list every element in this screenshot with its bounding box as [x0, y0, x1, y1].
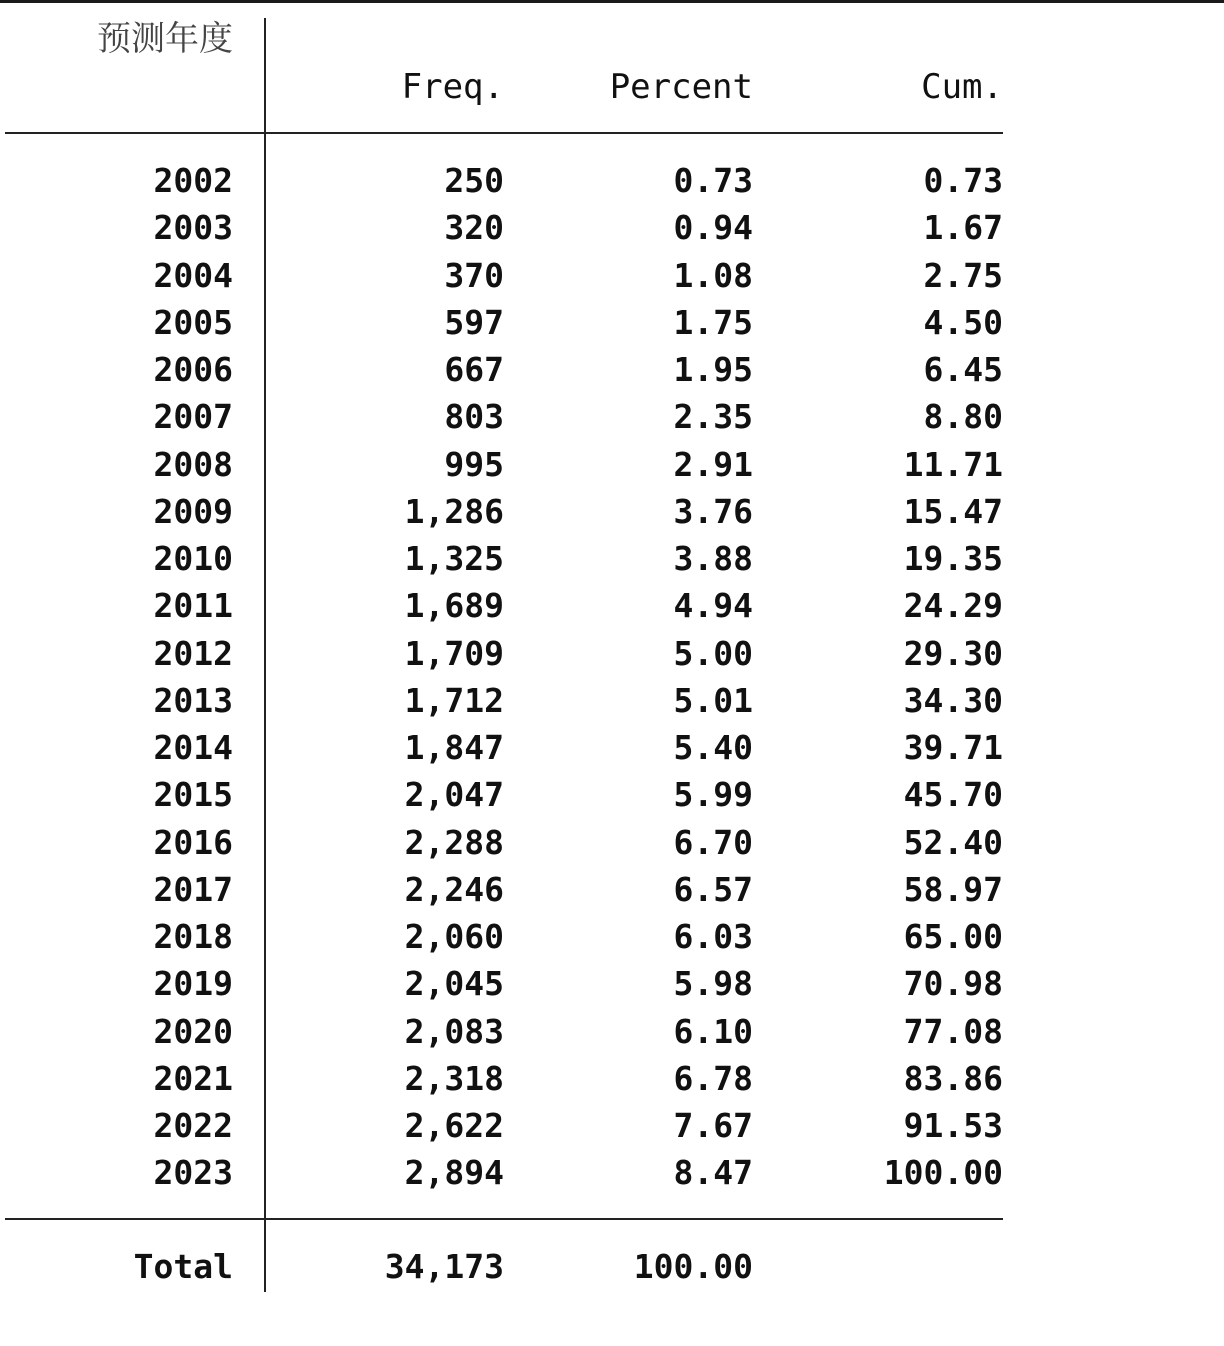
cell-cum: 70.98 [903, 964, 1003, 1003]
cell-year: 2007 [153, 397, 233, 436]
cell-percent: 6.03 [673, 917, 753, 956]
cell-cum: 15.47 [903, 492, 1003, 531]
cell-freq: 667 [444, 350, 504, 389]
cell-year: 2021 [153, 1059, 233, 1098]
cell-year: 2010 [153, 539, 233, 578]
cell-freq: 2,318 [404, 1059, 504, 1098]
cell-freq: 2,894 [404, 1153, 504, 1192]
cell-percent: 0.94 [673, 208, 753, 247]
cell-cum: 2.75 [923, 256, 1003, 295]
cell-freq: 320 [444, 208, 504, 247]
cell-year: 2011 [153, 586, 233, 625]
cell-year: 2009 [153, 492, 233, 531]
cell-freq: 1,847 [404, 728, 504, 767]
cell-freq: 250 [444, 161, 504, 200]
cell-cum: 77.08 [903, 1012, 1003, 1051]
cell-percent: 5.01 [673, 681, 753, 720]
cell-freq: 1,709 [404, 634, 504, 673]
cell-percent: 1.75 [673, 303, 753, 342]
cell-year: 2018 [153, 917, 233, 956]
column-divider [264, 18, 266, 133]
cell-freq: 995 [444, 445, 504, 484]
cell-year: 2003 [153, 208, 233, 247]
header-cum: Cum. [921, 67, 1003, 107]
cell-year: 2023 [153, 1153, 233, 1192]
cell-year: 2012 [153, 634, 233, 673]
cell-percent: 1.08 [673, 256, 753, 295]
cell-freq: 370 [444, 256, 504, 295]
header-rule [5, 132, 1003, 134]
header-freq: Freq. [401, 67, 504, 107]
cell-freq: 1,286 [404, 492, 504, 531]
cell-percent: 5.40 [673, 728, 753, 767]
header-percent: Percent [609, 67, 753, 107]
cell-cum: 24.29 [903, 586, 1003, 625]
cell-year: 2006 [153, 350, 233, 389]
cell-cum: 100.00 [883, 1153, 1003, 1192]
cell-cum: 39.71 [903, 728, 1003, 767]
cell-cum: 58.97 [903, 870, 1003, 909]
cell-cum: 0.73 [923, 161, 1003, 200]
cell-cum: 8.80 [923, 397, 1003, 436]
cell-cum: 91.53 [903, 1106, 1003, 1145]
cell-percent: 5.00 [673, 634, 753, 673]
cell-freq: 2,045 [404, 964, 504, 1003]
cell-percent: 3.88 [673, 539, 753, 578]
cell-cum: 19.35 [903, 539, 1003, 578]
cell-year: 2014 [153, 728, 233, 767]
total-freq: 34,173 [384, 1247, 504, 1286]
total-percent: 100.00 [633, 1247, 753, 1286]
cell-year: 2002 [153, 161, 233, 200]
cell-percent: 5.98 [673, 964, 753, 1003]
cell-percent: 6.78 [673, 1059, 753, 1098]
cell-freq: 2,047 [404, 775, 504, 814]
cell-percent: 4.94 [673, 586, 753, 625]
cell-percent: 1.95 [673, 350, 753, 389]
cell-freq: 2,060 [404, 917, 504, 956]
header-label: 预测年度 [97, 19, 233, 59]
cell-year: 2015 [153, 775, 233, 814]
cell-freq: 1,712 [404, 681, 504, 720]
cell-cum: 29.30 [903, 634, 1003, 673]
cell-cum: 11.71 [903, 445, 1003, 484]
cell-cum: 4.50 [923, 303, 1003, 342]
cell-year: 2022 [153, 1106, 233, 1145]
cell-percent: 6.57 [673, 870, 753, 909]
cell-cum: 45.70 [903, 775, 1003, 814]
cell-freq: 803 [444, 397, 504, 436]
cell-cum: 83.86 [903, 1059, 1003, 1098]
cell-percent: 7.67 [673, 1106, 753, 1145]
cell-cum: 52.40 [903, 823, 1003, 862]
cell-freq: 1,325 [404, 539, 504, 578]
cell-cum: 34.30 [903, 681, 1003, 720]
cell-year: 2016 [153, 823, 233, 862]
column-divider [264, 133, 266, 1220]
cell-cum: 1.67 [923, 208, 1003, 247]
cell-cum: 65.00 [903, 917, 1003, 956]
cell-percent: 8.47 [673, 1153, 753, 1192]
total-rule [5, 1218, 1003, 1220]
cell-percent: 3.76 [673, 492, 753, 531]
cell-percent: 6.70 [673, 823, 753, 862]
cell-percent: 2.91 [673, 445, 753, 484]
cell-percent: 2.35 [673, 397, 753, 436]
cell-freq: 597 [444, 303, 504, 342]
cell-freq: 2,288 [404, 823, 504, 862]
cell-freq: 2,246 [404, 870, 504, 909]
cell-freq: 2,083 [404, 1012, 504, 1051]
cell-percent: 5.99 [673, 775, 753, 814]
cell-percent: 6.10 [673, 1012, 753, 1051]
cell-year: 2008 [153, 445, 233, 484]
cell-percent: 0.73 [673, 161, 753, 200]
total-label: Total [133, 1247, 233, 1286]
cell-year: 2013 [153, 681, 233, 720]
cell-year: 2019 [153, 964, 233, 1003]
cell-year: 2005 [153, 303, 233, 342]
cell-cum: 6.45 [923, 350, 1003, 389]
cell-freq: 1,689 [404, 586, 504, 625]
cell-year: 2020 [153, 1012, 233, 1051]
cell-freq: 2,622 [404, 1106, 504, 1145]
column-divider [264, 1220, 266, 1292]
cell-year: 2017 [153, 870, 233, 909]
cell-year: 2004 [153, 256, 233, 295]
